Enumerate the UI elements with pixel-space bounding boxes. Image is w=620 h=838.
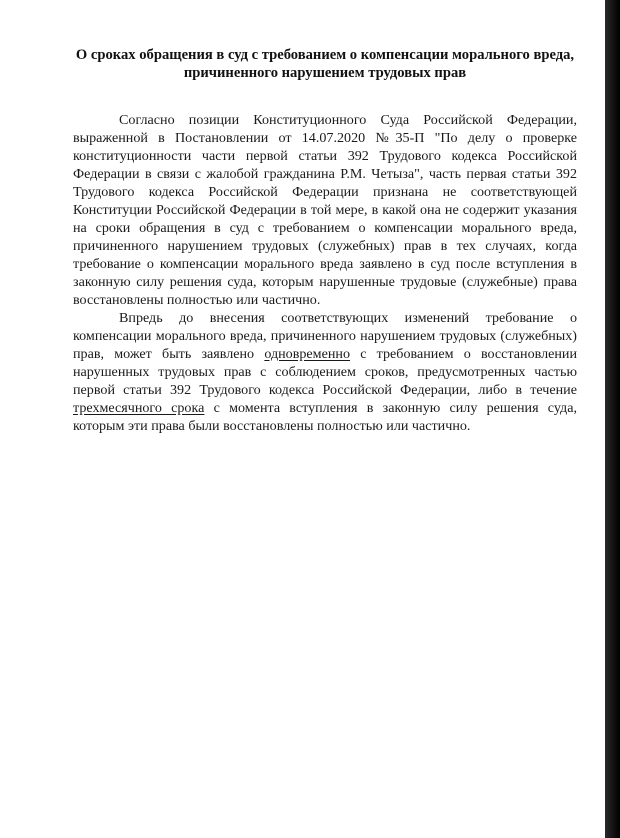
- paragraph-2: [73, 309, 577, 435]
- document-title: [60, 46, 590, 82]
- paragraph-2-part-2: с требованием о восстановлении нарушенных трудовых прав с соблюдением сроков, предусмотренных частью первой статьи 392 Трудового кодекса Российской Федерации, либо в течение: [73, 346, 578, 398]
- document-title-line-2: причиненного нарушением трудовых прав: [183, 65, 467, 81]
- paragraph-1: Согласно позиции Конституционного Суда Российской Федерации, выраженной в Постановлении от 14.07.2020 №35-П "По делу о проверке конституционности части первой статьи 392 Трудового кодекса Российской Федерации в связи с жалобой гражданина Р.М. Четыза", часть первая статьи 392 Трудового кодекса Российской Федерации признана не соответствующей Конституции Российской Федерации в той мере, в какой она не содержит указания на сроки обращения в суд с требованием о компенсации морального вреда, причиненного нарушением трудовых (служебных) прав в тех случаях, когда требование о компенсации морального вреда заявлено в суд после вступления в законную силу решения суда, которым нарушенные трудовые (служебные) права восстановлены полностью или частично.: [73, 112, 577, 308]
- page-shadow-edge: [605, 0, 620, 838]
- underlined-three-month-term: трехмесячного срока: [73, 400, 205, 416]
- document-body: [73, 111, 577, 435]
- underlined-simultaneously: одновременно: [264, 346, 350, 362]
- document-title-line-1: О сроках обращения в суд с требованием о компенсации морального вреда,: [75, 47, 575, 63]
- paragraph-2-part-3: с момента вступления в законную силу решения суда, которым эти права были восстановлены полностью или частично.: [73, 400, 577, 434]
- paragraph-2-part-1: Впредь до внесения соответствующих изменений требование о компенсации морального вреда, причиненного нарушением трудовых (служебных) прав, может быть заявлено: [73, 310, 577, 362]
